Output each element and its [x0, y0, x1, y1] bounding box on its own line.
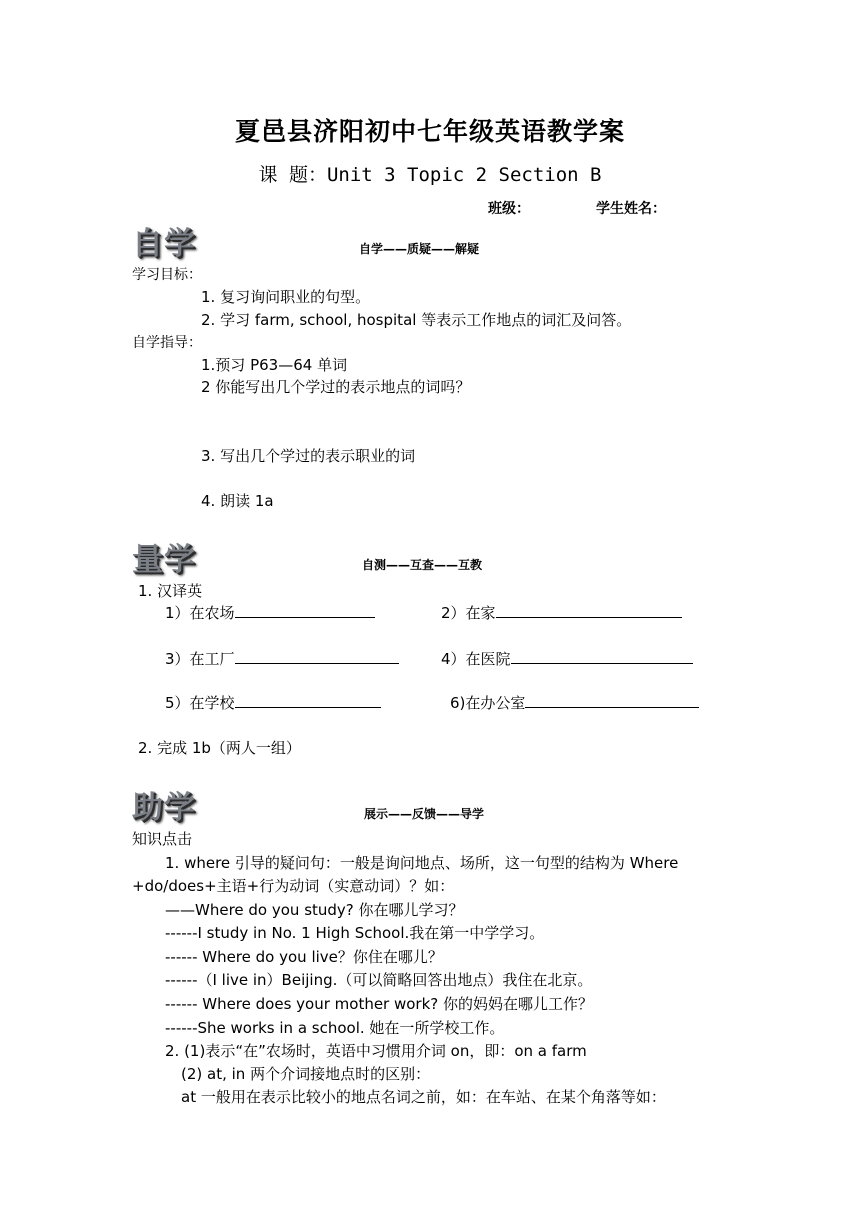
- translation-question-label: 1. 汉译英: [138, 582, 203, 600]
- self-study-heading: 自学——质疑——解疑: [359, 242, 480, 256]
- guide-item: 4. 朗读 1a: [201, 492, 274, 510]
- knowledge-line: at 一般用在表示比较小的地点名词之前，如：在车站、在某个角落等如：: [181, 1088, 666, 1106]
- practice-badge: 量学: [132, 542, 196, 578]
- knowledge-line: ------ Where do you live？你住在哪儿？: [165, 948, 443, 966]
- lesson-topic: 课 题：Unit 3 Topic 2 Section B: [258, 164, 602, 186]
- goal-item: 2. 学习 farm, school, hospital 等表示工作地点的词汇及问答。: [201, 311, 632, 329]
- translation-item: 5）在学校: [165, 692, 381, 713]
- class-label: 班级：: [488, 201, 530, 217]
- answer-blank[interactable]: [235, 602, 375, 618]
- translation-item: 2）在家: [441, 602, 682, 623]
- answer-blank[interactable]: [496, 602, 682, 618]
- knowledge-line: (2) at, in 两个介词接地点时的区别：: [181, 1065, 431, 1083]
- knowledge-line: ------（I live in）Beijing.（可以简略回答出地点）我住在北京。: [165, 971, 593, 989]
- answer-blank[interactable]: [235, 648, 399, 664]
- help-badge: 助学: [132, 790, 196, 826]
- knowledge-line: ------ Where does your mother work? 你的妈妈在哪儿工作？: [165, 995, 594, 1013]
- knowledge-points-label: 知识点击: [132, 830, 193, 848]
- student-info-line: [488, 198, 666, 218]
- answer-blank[interactable]: [235, 692, 381, 708]
- pair-work-label: 2. 完成 1b（两人一组）: [138, 739, 301, 757]
- answer-blank[interactable]: [511, 648, 693, 664]
- practice-heading: 自测——互查——互教: [362, 558, 483, 572]
- translation-item: 1）在农场: [165, 602, 375, 623]
- self-study-badge: 自学: [132, 226, 196, 262]
- translation-item: 6)在办公室: [450, 692, 699, 713]
- knowledge-line: 1. where 引导的疑问句：一般是询问地点、场所，这一句型的结构为 Where: [165, 854, 679, 872]
- page-title: 夏邑县济阳初中七年级英语教学案: [234, 117, 625, 146]
- help-heading: 展示——反馈——导学: [364, 807, 485, 821]
- knowledge-line: 2. (1)表示“在”农场时，英语中习惯用介词 on，即：on a farm: [165, 1042, 587, 1060]
- guide-item: 2 你能写出几个学过的表示地点的词吗？: [201, 378, 471, 396]
- answer-blank[interactable]: [525, 692, 699, 708]
- knowledge-line: ——Where do you study? 你在哪儿学习？: [165, 901, 464, 919]
- goals-label: 学习目标：: [132, 267, 202, 283]
- guide-label: 自学指导：: [132, 335, 202, 351]
- knowledge-line: +do/does+主语+行为动词（实意动词）？如：: [132, 877, 455, 895]
- guide-item: 1.预习 P63—64 单词: [201, 356, 348, 374]
- translation-item: 4）在医院: [441, 648, 693, 669]
- knowledge-line: ------She works in a school. 她在一所学校工作。: [165, 1019, 505, 1037]
- translation-item: 3）在工厂: [165, 648, 399, 669]
- guide-item: 3. 写出几个学过的表示职业的词: [201, 447, 416, 465]
- goal-item: 1. 复习询问职业的句型。: [201, 288, 371, 306]
- knowledge-line: ------I study in No. 1 High School.我在第一中学学习。: [165, 924, 545, 942]
- student-name-label: 学生姓名：: [596, 201, 666, 217]
